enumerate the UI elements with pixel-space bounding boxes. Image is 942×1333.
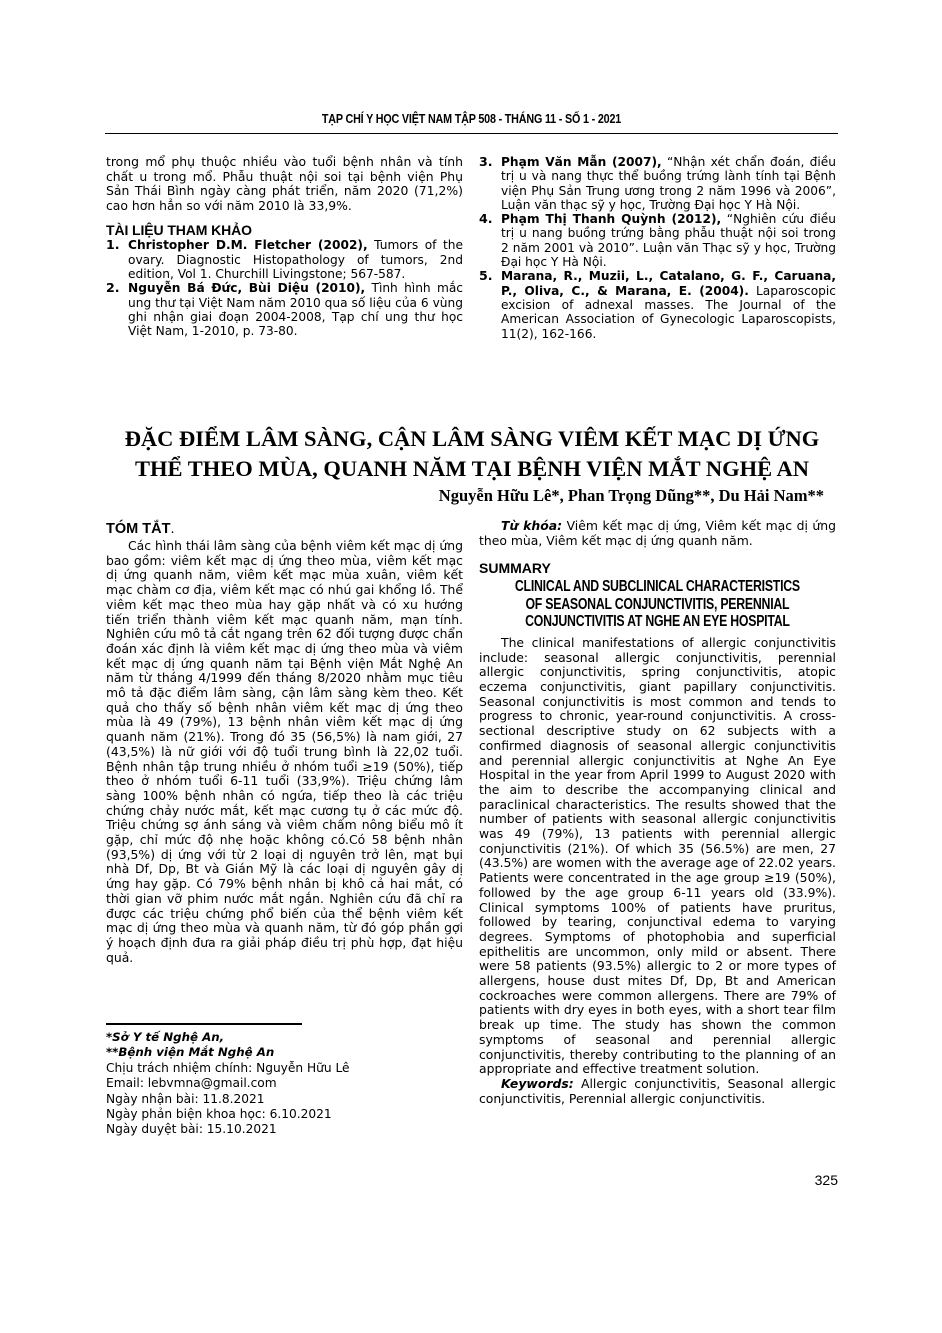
reference-authors: Marana, R., Muzii, L., Catalano, G. F., Caruana, P., Oliva, C., & Marana, E. (2004).	[501, 269, 836, 298]
english-title	[479, 578, 836, 631]
reference-item	[479, 155, 836, 212]
english-title-line3: CONJUNCTIVITIS AT NGHE AN EYE HOSPITAL	[525, 613, 790, 631]
keywords-vi-label: Từ khóa:	[501, 518, 563, 533]
reference-rest: Tình hình mắc ung thư tại Việt Nam năm 2010 qua số liệu của 6 vùng ghi nhận giai đoạn 2004-2008, Tạp chí ung thư học Việt Nam, 1-2010, p. 73-80.	[128, 281, 463, 339]
abstract-vi-heading	[106, 521, 463, 537]
article-title-line2: THỂ THEO MÙA, QUANH NĂM TẠI BỆNH VIỆN MẮT NGHỆ AN	[134, 456, 810, 481]
reference-rest: “Nghiên cứu điều trị u nang buồng trứng bằng phẫu thuật nội soi trong 2 năm 2001 và 2010”. Luận văn Thạc sỹ y học, Trường Đại học Y Hà Nội.	[501, 212, 836, 270]
date-reviewed: Ngày phản biện khoa học: 6.10.2021	[106, 1107, 332, 1122]
keywords-vietnamese	[479, 519, 836, 548]
footnote-divider	[106, 1023, 302, 1025]
affiliation-1: *Sở Y tế Nghệ An,	[106, 1030, 225, 1044]
keywords-vi-text: Viêm kết mạc dị ứng, Viêm kết mạc dị ứng theo mùa, Viêm kết mạc dị ứng quanh năm.	[479, 518, 836, 548]
reference-list-right	[479, 155, 836, 341]
reference-authors: Phạm Thị Thanh Quỳnh (2012),	[501, 212, 722, 227]
reference-item	[106, 281, 463, 338]
abstract-vi-heading-text: TÓM TẮT	[106, 521, 171, 537]
keywords-en-text: Allergic conjunctivitis, Seasonal allergic conjunctivitis, Perennial allergic conjunctivitis.	[479, 1076, 836, 1106]
abstract-english	[479, 519, 836, 1106]
keywords-en-label: Keywords:	[501, 1076, 574, 1091]
abstract-en-body: The clinical manifestations of allergic conjunctivitis include: seasonal allergic conjunctivitis, perennial allergic conjunctivitis, spring conjunctivitis, atopic eczema conjunctivitis, giant papillary conjunctivitis. Seasonal conjunctivitis is most common and tends to progress to chronic, year-round conjunctivitis. A cross-sectional descriptive study on 62 subjects with a confirmed diagnosis of seasonal allergic conjunctivitis and perennial allergic conjunctivitis at Nghe An Eye Hospital in the year from April 1999 to August 2020 with the aim to describe the accompanying clinical and paraclinical characteristics. The results showed that the number of patients with seasonal allergic conjunctivitis was 49 (79%), 13 patients with perennial allergic conjunctivitis (21%). Of which 35 (56.5%) are men, 27 (43.5%) are women with the average age of 22.02 years. Patients were concentrated in the age group ≥19 (50%), followed by the age group 6-11 years old (33.9%). Clinical symptoms 100% of patients have pruritus, followed by tearing, conjunctival edema to varying degrees. Symptoms of photophobia and superficial epithelitis are uncommon, only mild or absent. There were 58 patients (93.5%) allergic to 2 or more types of allergens, house dust mites Df, Dp, Bt and American cockroaches were common allergens. There are 79% of patients with dry eyes in both eyes, with a short tear film break up time. The study has shown the common symptoms of seasonal and perennial allergic conjunctivitis, thereby contributing to the planning of an appropriate and effective treatment solution.	[479, 634, 836, 1077]
contact-email[interactable]: Email: lebvmna@gmail.com	[106, 1076, 277, 1091]
reference-item	[106, 238, 463, 281]
right-column-top	[479, 155, 836, 341]
responsible-author: Chịu trách nhiệm chính: Nguyễn Hữu Lê	[106, 1060, 350, 1075]
reference-number: 2.	[106, 280, 120, 296]
article-title	[120, 424, 824, 484]
date-received: Ngày nhận bài: 11.8.2021	[106, 1091, 265, 1106]
reference-list-left	[106, 238, 463, 338]
article-authors: Nguyễn Hữu Lê*, Phan Trọng Dũng**, Du Hải Nam**	[438, 486, 824, 505]
reference-item	[479, 269, 836, 340]
reference-number: 1.	[106, 237, 120, 253]
affiliation-2: **Bệnh viện Mắt Nghệ An	[106, 1045, 275, 1060]
reference-authors: Nguyễn Bá Đức, Bùi Diệu (2010),	[128, 281, 366, 296]
reference-rest: Tumors of the ovary. Diagnostic Histopathology of tumors, 2nd edition, Vol 1. Churchill Livingstone; 567-587.	[128, 238, 463, 281]
date-accepted: Ngày duyệt bài: 15.10.2021	[106, 1122, 277, 1137]
article-title-line1: ĐẶC ĐIỂM LÂM SÀNG, CẬN LÂM SÀNG VIÊM KẾT MẠC DỊ ỨNG	[124, 426, 820, 451]
abstract-vietnamese	[106, 521, 463, 965]
running-header-title: TẠP CHÍ Y HỌC VIỆT NAM TẬP 508 - THÁNG 11 - SỐ 1 - 2021	[321, 112, 622, 126]
page-number: 325	[814, 1172, 838, 1188]
english-title-line2: OF SEASONAL CONJUNCTIVITIS, PERENNIAL	[525, 595, 790, 613]
abstract-vi-heading-suffix: .	[170, 521, 175, 537]
continued-paragraph: trong mổ phụ thuộc nhiều vào tuổi bệnh nhân và tính chất u trong mổ. Phẫu thuật nội soi tại bệnh viện Phụ Sản Thái Bình ngày càng phát triển, năm 2020 (71,2%) cao hơn hẳn so với năm 2010 là 33,9%.	[106, 154, 463, 214]
header-divider	[105, 133, 838, 134]
left-column-top	[106, 155, 463, 338]
reference-number: 4.	[479, 211, 493, 227]
abstract-vi-body: Các hình thái lâm sàng của bệnh viêm kết mạc dị ứng bao gồm: viêm kết mạc dị ứng theo mùa, viêm kết mạc dị ứng quanh năm, viêm kết mạc mùa xuân, viêm kết mạc chàm cơ địa, viêm kết mạc có nhú gai khổng lồ. Thể viêm kết mạc theo mùa hay gặp nhất và có xu hướng tiến triển thành viêm kết mạc quanh năm, mạn tính. Nghiên cứu mô tả cắt ngang trên 62 đối tượng được chẩn đoán xác định là viêm kết mạc dị ứng theo mùa và viêm kết mạc dị ứng quanh năm tại Bệnh viện Mắt Nghệ An năm từ tháng 4/1999 đến tháng 8/2020 nhằm mục tiêu mô tả đặc điểm lâm sàng, cận lâm sàng kèm theo. Kết quả cho thấy số bệnh nhân viêm kết mạc dị ứng theo mùa là 49 (79%), 13 bệnh nhân viêm kết mạc dị ứng quanh năm (21%). Trong đó 35 (56,5%) là nam giới, 27 (43,5%) là nữ giới với độ tuổi trung bình là 22,02 tuổi. Bệnh nhân tập trung nhiều ở nhóm tuổi ≥19 (50%), tiếp theo ở nhóm tuổi 6-11 tuổi (33,9%). Triệu chứng lâm sàng 100% bệnh nhân có ngứa, tiếp theo là các triệu chứng chảy nước mắt, kết mạc cương tụ ở các mức độ. Triệu chứng sợ ánh sáng và viêm chấm nông biểu mô ít gặp, chỉ mức độ nhẹ hoặc không có.Có 58 bệnh nhân (93,5%) dị ứng với từ 2 loại dị nguyên trở lên, mạt bụi nhà Df, Dp, Bt và Gián Mỹ là các loại dị nguyên gây dị ứng hay gặp. Có 79% bệnh nhân bị khô cả hai mắt, có thời gian vỡ phim nước mắt ngắn. Nghiên cứu đã chỉ ra được các triệu chứng phổ biến của thể bệnh viêm kết mạc dị ứng theo mùa và quanh năm, từ đó góp phần gợi ý hoạch định đưa ra giải pháp điều trị phù hợp, đạt hiệu quả.	[106, 538, 463, 965]
reference-authors: Phạm Văn Mẫn (2007),	[501, 155, 662, 169]
english-title-line1: CLINICAL AND SUBCLINICAL CHARACTERISTICS	[514, 578, 800, 596]
reference-rest: “Nhận xét chẩn đoán, điều trị u và nang thực thể buồng trứng lành tính tại Bệnh viện Phụ Sản Trung ương trong 2 năm 1996 và 2006”, Luận văn thạc sỹ y học, Trường Đại học Y Hà Nội.	[501, 155, 836, 212]
footnote-block	[106, 1030, 463, 1138]
references-heading: TÀI LIỆU THAM KHẢO	[106, 221, 252, 238]
reference-item	[479, 212, 836, 269]
keywords-english	[479, 1077, 836, 1106]
reference-authors: Christopher D.M. Fletcher (2002),	[128, 238, 368, 253]
reference-number: 3.	[479, 154, 493, 169]
summary-heading: SUMMARY	[479, 560, 551, 577]
reference-number: 5.	[479, 268, 493, 284]
reference-rest: Laparoscopic excision of adnexal masses. The Journal of the American Association of Gynecologic Laparoscopists, 11(2), 162-166.	[501, 283, 836, 341]
